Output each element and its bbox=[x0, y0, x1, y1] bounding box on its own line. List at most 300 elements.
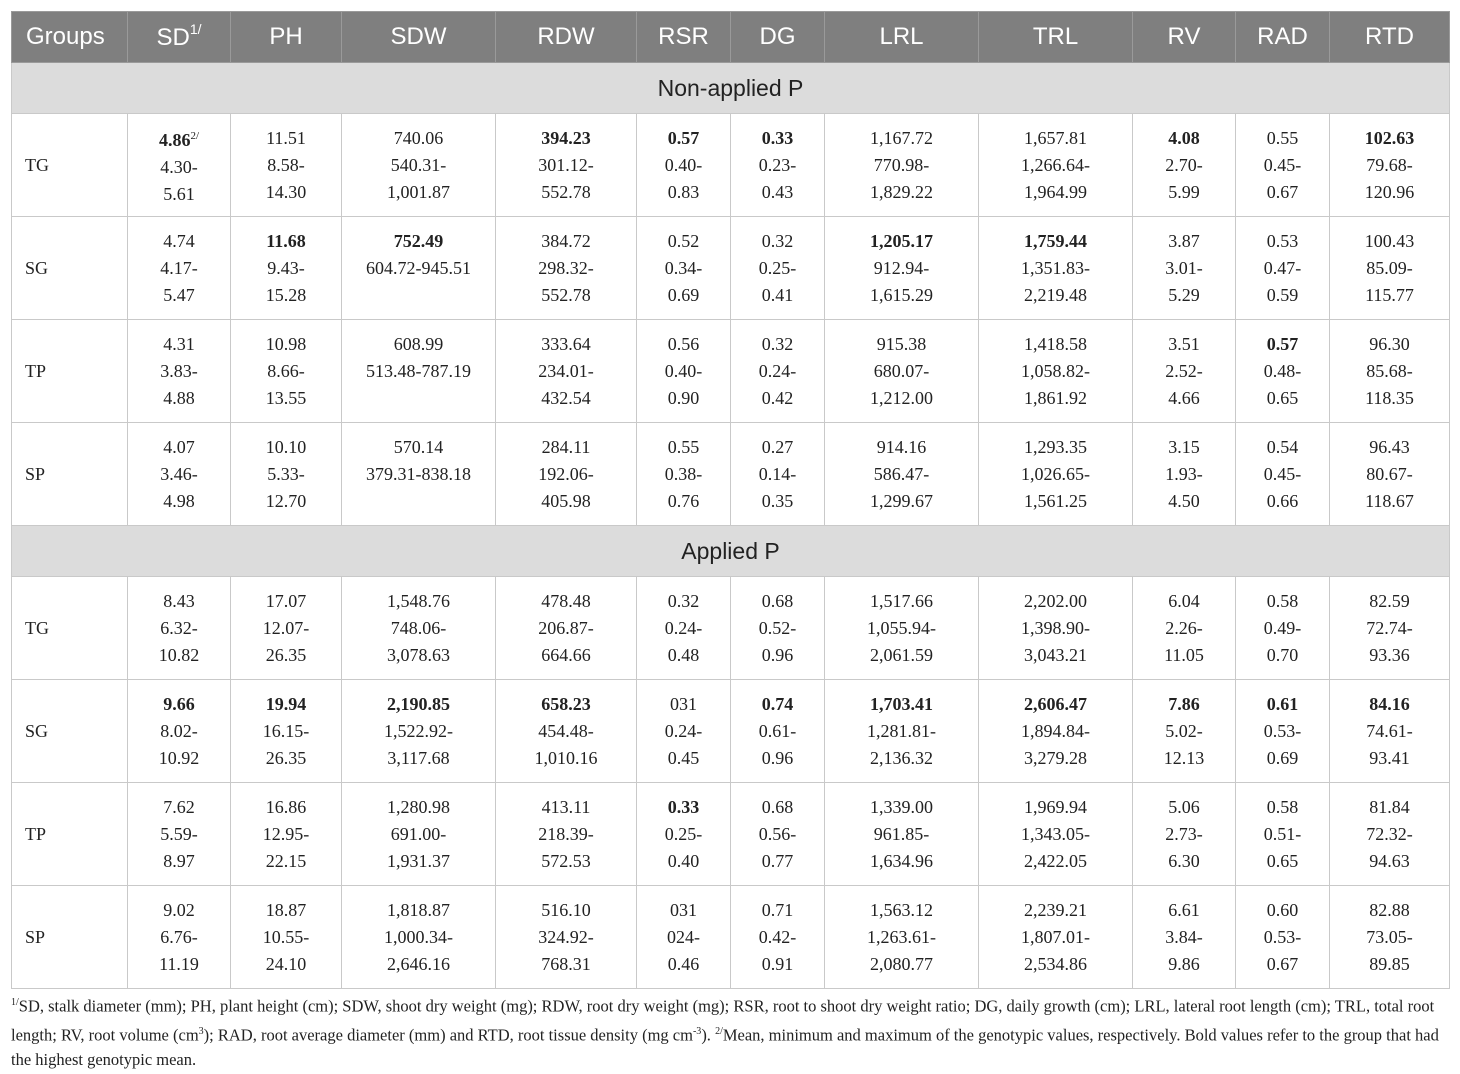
cell-mean: 740.06 bbox=[393, 127, 444, 148]
table-cell bbox=[231, 680, 342, 783]
cell-range: 0.42 bbox=[761, 387, 794, 408]
cell-range: 0.23- bbox=[758, 154, 797, 175]
table-row bbox=[12, 680, 1450, 783]
cell-range: 0.77 bbox=[761, 850, 794, 871]
cell-mean: 2,202.00 bbox=[1024, 590, 1087, 611]
table-cell bbox=[731, 886, 825, 989]
group-label: TP bbox=[12, 783, 128, 886]
cell-range: 664.66 bbox=[541, 644, 591, 665]
cell-range: 93.36 bbox=[1369, 644, 1410, 665]
cell-mean: 394.23 bbox=[541, 127, 591, 148]
table-cell bbox=[1236, 114, 1330, 217]
cell-range: 0.96 bbox=[761, 644, 794, 665]
group-label: SG bbox=[12, 217, 128, 320]
cell-mean: 333.64 bbox=[541, 333, 591, 354]
cell-range: 770.98- bbox=[873, 154, 930, 175]
cell-range: 0.46 bbox=[667, 953, 700, 974]
cell-range: 79.68- bbox=[1366, 154, 1413, 175]
cell-range: 0.25- bbox=[664, 823, 703, 844]
cell-range: 5.61 bbox=[163, 183, 195, 204]
cell-mean: 2,239.21 bbox=[1024, 899, 1087, 920]
cell-range: 234.01- bbox=[538, 360, 594, 381]
cell-mean: 17.07 bbox=[265, 590, 307, 611]
cell-mean: 81.84 bbox=[1369, 796, 1410, 817]
table-cell bbox=[496, 577, 637, 680]
cell-mean: 1,339.00 bbox=[870, 796, 933, 817]
cell-mean: 84.16 bbox=[1369, 693, 1410, 714]
cell-mean: 7.86 bbox=[1168, 693, 1200, 714]
cell-range: 3.83- bbox=[160, 360, 198, 381]
cell-mean: 1,167.72 bbox=[870, 127, 933, 148]
group-label: TG bbox=[12, 114, 128, 217]
cell-range: 26.35 bbox=[265, 747, 307, 768]
table-cell bbox=[979, 680, 1133, 783]
cell-mean: 915.38 bbox=[876, 333, 927, 354]
column-header-sdw: SDW bbox=[342, 12, 496, 63]
cell-range: 324.92- bbox=[538, 926, 594, 947]
cell-range: 0.40 bbox=[667, 850, 700, 871]
cell-mean: 658.23 bbox=[541, 693, 591, 714]
table-cell bbox=[1236, 217, 1330, 320]
cell-range: 0.48 bbox=[667, 644, 700, 665]
table-cell bbox=[496, 114, 637, 217]
table-cell bbox=[128, 577, 231, 680]
cell-range: 11.19 bbox=[159, 953, 199, 974]
table-cell bbox=[825, 217, 979, 320]
table-row bbox=[12, 423, 1450, 526]
cell-range bbox=[342, 282, 495, 309]
cell-range: 24.10 bbox=[265, 953, 307, 974]
table-cell bbox=[342, 886, 496, 989]
cell-mean: 0.56 bbox=[667, 333, 700, 354]
table-cell bbox=[1330, 886, 1450, 989]
table-cell bbox=[825, 320, 979, 423]
section-title: Applied P bbox=[12, 526, 1450, 577]
cell-mean: 413.11 bbox=[541, 796, 591, 817]
cell-range: 0.43 bbox=[761, 181, 794, 202]
cell-range: 74.61- bbox=[1366, 720, 1413, 741]
cell-range: 0.66 bbox=[1266, 490, 1299, 511]
cell-range: 0.76 bbox=[667, 490, 700, 511]
cell-range: 1,807.01- bbox=[1021, 926, 1090, 947]
table-cell bbox=[128, 423, 231, 526]
cell-range: 0.34- bbox=[664, 257, 703, 278]
cell-range: 3.46- bbox=[160, 463, 198, 484]
cell-range: 1,055.94- bbox=[867, 617, 936, 638]
cell-range: 6.76- bbox=[160, 926, 198, 947]
table-cell bbox=[637, 577, 731, 680]
table-cell bbox=[496, 423, 637, 526]
cell-range: 0.40- bbox=[664, 360, 703, 381]
cell-range: 0.24- bbox=[664, 617, 703, 638]
cell-mean: 0.60 bbox=[1266, 899, 1299, 920]
cell-mean: 1,548.76 bbox=[387, 590, 450, 611]
table-cell bbox=[637, 783, 731, 886]
table-cell bbox=[825, 114, 979, 217]
cell-range: 2,136.32 bbox=[870, 747, 933, 768]
cell-mean: 914.16 bbox=[876, 436, 927, 457]
cell-range: 1,026.65- bbox=[1021, 463, 1090, 484]
cell-range: 11.05 bbox=[1164, 644, 1204, 665]
cell-mean: 1,563.12 bbox=[870, 899, 933, 920]
cell-range: 301.12- bbox=[538, 154, 594, 175]
cell-mean: 3.87 bbox=[1168, 230, 1200, 251]
cell-range: 0.35 bbox=[761, 490, 794, 511]
table-cell bbox=[231, 783, 342, 886]
cell-range: 85.68- bbox=[1366, 360, 1413, 381]
cell-range: 9.86 bbox=[1168, 953, 1200, 974]
cell-mean: 0.58 bbox=[1266, 796, 1299, 817]
table-cell bbox=[342, 783, 496, 886]
cell-range: 2.26- bbox=[1165, 617, 1203, 638]
cell-mean: 1,205.17 bbox=[870, 230, 933, 251]
table-cell bbox=[231, 320, 342, 423]
cell-range: 12.70 bbox=[265, 490, 307, 511]
cell-range: 89.85 bbox=[1369, 953, 1410, 974]
cell-mean: 0.54 bbox=[1266, 436, 1299, 457]
cell-range: 72.74- bbox=[1366, 617, 1413, 638]
table-footnote: $^{1/}$SD, stalk diameter (mm); PH, plant height (cm); SDW, shoot dry weight (mg); RDW, root dry weight (mg); RSR, root to shoot dry weight ratio; DG, daily growth (cm); LRL, lateral root length (cm); TRL, total root length; RV, root volume $(cm^3)$; RAD, root average diameter (mm) and RTD, root tissue density (mg $cm^{-3}$). $^{2/}$Mean, minimum and maximum of the genotypic values, respectively. Bold values refer to the group that had the highest genotypic mean. bbox=[11, 996, 1439, 1069]
cell-range: 0.14- bbox=[758, 463, 797, 484]
cell-range: 118.35 bbox=[1365, 387, 1414, 408]
cell-range: 1,351.83- bbox=[1021, 257, 1090, 278]
cell-range: 680.07- bbox=[873, 360, 930, 381]
cell-mean: 9.66 bbox=[163, 693, 195, 714]
cell-range: 12.07- bbox=[262, 617, 310, 638]
table-cell bbox=[496, 886, 637, 989]
table-cell bbox=[825, 886, 979, 989]
cell-mean: 608.99 bbox=[393, 333, 444, 354]
table-cell bbox=[1133, 680, 1236, 783]
cell-range: 572.53 bbox=[541, 850, 591, 871]
cell-range: 432.54 bbox=[541, 387, 591, 408]
cell-mean: 0.52 bbox=[667, 230, 700, 251]
cell-range: 8.02- bbox=[160, 720, 198, 741]
group-label: SP bbox=[12, 423, 128, 526]
table-cell bbox=[979, 423, 1133, 526]
table-cell bbox=[128, 114, 231, 217]
cell-range: 1,263.61- bbox=[867, 926, 936, 947]
table-cell bbox=[128, 320, 231, 423]
cell-range bbox=[342, 488, 495, 515]
cell-range: 552.78 bbox=[541, 181, 591, 202]
column-header-dg: DG bbox=[731, 12, 825, 63]
cell-range: 2.70- bbox=[1165, 154, 1203, 175]
table-cell bbox=[496, 320, 637, 423]
cell-range: 5.47 bbox=[163, 284, 195, 305]
cell-range: 0.48- bbox=[1263, 360, 1302, 381]
cell-range: 8.58- bbox=[267, 154, 305, 175]
cell-range: 0.65 bbox=[1266, 850, 1299, 871]
cell-range: 0.69 bbox=[667, 284, 700, 305]
cell-range: 0.69 bbox=[1266, 747, 1299, 768]
cell-range: 4.30- bbox=[160, 156, 198, 177]
cell-range: 5.99 bbox=[1168, 181, 1200, 202]
table-cell bbox=[128, 886, 231, 989]
cell-range: 0.42- bbox=[758, 926, 797, 947]
table-cell bbox=[825, 577, 979, 680]
table-cell bbox=[128, 783, 231, 886]
cell-range: 1,343.05- bbox=[1021, 823, 1090, 844]
cell-range: 10.55- bbox=[262, 926, 310, 947]
table-row bbox=[12, 886, 1450, 989]
cell-range: 586.47- bbox=[873, 463, 930, 484]
cell-range: 1,000.34- bbox=[384, 926, 453, 947]
table-row bbox=[12, 320, 1450, 423]
table-row bbox=[12, 114, 1450, 217]
table-cell bbox=[231, 114, 342, 217]
table-cell bbox=[637, 217, 731, 320]
cell-range: 14.30 bbox=[265, 181, 307, 202]
cell-range: 0.49- bbox=[1263, 617, 1302, 638]
cell-range: 0.40- bbox=[664, 154, 703, 175]
cell-mean: 0.61 bbox=[1266, 693, 1299, 714]
table-row bbox=[12, 217, 1450, 320]
table-cell bbox=[637, 423, 731, 526]
table-cell bbox=[1330, 114, 1450, 217]
cell-mean: 82.59 bbox=[1369, 590, 1410, 611]
cell-mean: 0.68 bbox=[761, 796, 794, 817]
column-header-ph: PH bbox=[231, 12, 342, 63]
cell-range: 0.56- bbox=[758, 823, 797, 844]
table-cell bbox=[979, 783, 1133, 886]
cell-range: 1,634.96 bbox=[870, 850, 933, 871]
cell-range: 0.70 bbox=[1266, 644, 1299, 665]
cell-mean: 4.86$^{2/}$ bbox=[158, 129, 200, 150]
cell-mean: 1,969.94 bbox=[1024, 796, 1087, 817]
cell-mean: 0.53 bbox=[1266, 230, 1299, 251]
table-header-row bbox=[12, 12, 1450, 63]
table-cell bbox=[496, 680, 637, 783]
cell-range: 0.24- bbox=[664, 720, 703, 741]
cell-range: 961.85- bbox=[873, 823, 930, 844]
section-header-row bbox=[12, 526, 1450, 577]
cell-range: 1,561.25 bbox=[1024, 490, 1087, 511]
table-cell bbox=[1330, 217, 1450, 320]
cell-mean: 18.87 bbox=[265, 899, 307, 920]
cell-range: 1,212.00 bbox=[870, 387, 933, 408]
cell-range: 4.50 bbox=[1168, 490, 1200, 511]
table-cell bbox=[731, 114, 825, 217]
table-cell bbox=[1330, 577, 1450, 680]
cell-range: 298.32- bbox=[538, 257, 594, 278]
table-cell bbox=[342, 114, 496, 217]
cell-mean: 0.33 bbox=[761, 127, 794, 148]
table-cell bbox=[979, 114, 1133, 217]
table-cell bbox=[979, 577, 1133, 680]
cell-range: 1,861.92 bbox=[1024, 387, 1087, 408]
group-label: TG bbox=[12, 577, 128, 680]
cell-range: 206.87- bbox=[538, 617, 594, 638]
cell-mean: 4.07 bbox=[163, 436, 195, 457]
table-cell bbox=[637, 886, 731, 989]
cell-range: 1.93- bbox=[1165, 463, 1203, 484]
cell-range: 218.39- bbox=[538, 823, 594, 844]
cell-mean: 2,190.85 bbox=[387, 693, 450, 714]
cell-mean: 284.11 bbox=[541, 436, 591, 457]
cell-range: 1,964.99 bbox=[1024, 181, 1087, 202]
cell-range: 0.47- bbox=[1263, 257, 1302, 278]
cell-range: 10.92 bbox=[158, 747, 200, 768]
table-cell bbox=[342, 217, 496, 320]
table-cell bbox=[1133, 320, 1236, 423]
column-header-lrl: LRL bbox=[825, 12, 979, 63]
cell-mean: 96.43 bbox=[1369, 436, 1410, 457]
cell-range: 2,219.48 bbox=[1024, 284, 1087, 305]
table-cell bbox=[128, 217, 231, 320]
cell-mean: 2,606.47 bbox=[1024, 693, 1087, 714]
table-cell bbox=[1133, 114, 1236, 217]
cell-mean: 0.55 bbox=[1266, 127, 1299, 148]
cell-mean: 1,657.81 bbox=[1024, 127, 1087, 148]
cell-range: 4.88 bbox=[163, 387, 195, 408]
table-cell bbox=[1236, 577, 1330, 680]
cell-range: 0.51- bbox=[1263, 823, 1302, 844]
group-label: TP bbox=[12, 320, 128, 423]
cell-range: 120.96 bbox=[1364, 181, 1415, 202]
cell-range: 1,829.22 bbox=[870, 181, 933, 202]
group-label: SP bbox=[12, 886, 128, 989]
cell-range: 552.78 bbox=[541, 284, 591, 305]
cell-range: 1,058.82- bbox=[1021, 360, 1090, 381]
column-header-trl: TRL bbox=[979, 12, 1133, 63]
cell-range: 1,894.84- bbox=[1021, 720, 1090, 741]
cell-range: 0.67 bbox=[1266, 181, 1299, 202]
cell-mean: 752.49 bbox=[393, 230, 444, 251]
table-cell bbox=[637, 114, 731, 217]
cell-range: 4.17- bbox=[160, 257, 198, 278]
cell-range: 5.33- bbox=[267, 463, 305, 484]
cell-mean: 0.32 bbox=[667, 590, 700, 611]
table-cell bbox=[342, 577, 496, 680]
cell-range: 80.67- bbox=[1366, 463, 1413, 484]
cell-mean: 3.51 bbox=[1168, 333, 1200, 354]
column-header-groups: Groups bbox=[12, 12, 128, 63]
cell-range: 513.48-787.19 bbox=[366, 360, 471, 381]
cell-mean: 1,280.98 bbox=[387, 796, 450, 817]
table-cell bbox=[637, 320, 731, 423]
table-cell bbox=[1236, 680, 1330, 783]
table-cell bbox=[231, 886, 342, 989]
table-cell bbox=[1330, 680, 1450, 783]
table-cell bbox=[1236, 320, 1330, 423]
cell-range: 0.59 bbox=[1266, 284, 1299, 305]
cell-range: 0.53- bbox=[1263, 720, 1302, 741]
cell-range: 192.06- bbox=[538, 463, 594, 484]
cell-range: 16.15- bbox=[262, 720, 310, 741]
cell-range: 3,043.21 bbox=[1024, 644, 1087, 665]
cell-mean: 6.61 bbox=[1168, 899, 1200, 920]
cell-mean: 7.62 bbox=[163, 796, 195, 817]
column-header-rtd: RTD bbox=[1330, 12, 1450, 63]
table-cell bbox=[1236, 783, 1330, 886]
cell-range: 1,522.92- bbox=[384, 720, 453, 741]
cell-range: 85.09- bbox=[1366, 257, 1413, 278]
table-cell bbox=[342, 320, 496, 423]
cell-mean: 0.68 bbox=[761, 590, 794, 611]
cell-mean: 1,703.41 bbox=[870, 693, 933, 714]
cell-mean: 1,293.35 bbox=[1024, 436, 1087, 457]
table-row bbox=[12, 783, 1450, 886]
cell-mean: 102.63 bbox=[1364, 127, 1415, 148]
cell-mean: 1,818.87 bbox=[387, 899, 450, 920]
table-cell bbox=[825, 680, 979, 783]
table-cell bbox=[1133, 886, 1236, 989]
cell-mean: 19.94 bbox=[265, 693, 307, 714]
cell-range: 3,117.68 bbox=[387, 747, 450, 768]
section-header-row bbox=[12, 63, 1450, 114]
cell-mean: 0.58 bbox=[1266, 590, 1299, 611]
cell-mean: 384.72 bbox=[541, 230, 591, 251]
cell-range: 5.02- bbox=[1165, 720, 1203, 741]
cell-range: 5.29 bbox=[1168, 284, 1200, 305]
column-header-rad: RAD bbox=[1236, 12, 1330, 63]
cell-range: 1,010.16 bbox=[534, 747, 598, 768]
cell-range: 2,061.59 bbox=[870, 644, 933, 665]
cell-range: 454.48- bbox=[538, 720, 594, 741]
table-cell bbox=[731, 680, 825, 783]
column-header-rv: RV bbox=[1133, 12, 1236, 63]
cell-mean: 0.32 bbox=[761, 333, 794, 354]
cell-range: 15.28 bbox=[265, 284, 307, 305]
cell-range: 1,299.67 bbox=[870, 490, 933, 511]
table-cell bbox=[731, 217, 825, 320]
cell-range: 73.05- bbox=[1366, 926, 1413, 947]
cell-mean: 516.10 bbox=[541, 899, 591, 920]
table-cell bbox=[1330, 320, 1450, 423]
cell-range: 0.24- bbox=[758, 360, 797, 381]
cell-mean: 031 bbox=[670, 899, 697, 920]
table-cell bbox=[1330, 783, 1450, 886]
cell-range: 72.32- bbox=[1366, 823, 1413, 844]
cell-range: 13.55 bbox=[265, 387, 307, 408]
table-cell bbox=[979, 886, 1133, 989]
cell-range: 0.91 bbox=[761, 953, 794, 974]
cell-range: 0.41 bbox=[761, 284, 794, 305]
table-cell bbox=[731, 783, 825, 886]
cell-range: 10.82 bbox=[158, 644, 200, 665]
cell-range: 115.77 bbox=[1365, 284, 1414, 305]
cell-range: 0.45- bbox=[1263, 154, 1302, 175]
cell-range: 26.35 bbox=[265, 644, 307, 665]
table-cell bbox=[825, 783, 979, 886]
cell-range: 118.67 bbox=[1365, 490, 1414, 511]
table-cell bbox=[496, 217, 637, 320]
cell-range: 2,534.86 bbox=[1024, 953, 1087, 974]
cell-mean: 16.86 bbox=[265, 796, 307, 817]
cell-range: 1,615.29 bbox=[870, 284, 933, 305]
table-cell bbox=[825, 423, 979, 526]
table-cell bbox=[231, 217, 342, 320]
cell-range: 0.45- bbox=[1263, 463, 1302, 484]
cell-range: 0.25- bbox=[758, 257, 797, 278]
cell-mean: 8.43 bbox=[163, 590, 195, 611]
cell-mean: 0.71 bbox=[761, 899, 794, 920]
cell-mean: 0.32 bbox=[761, 230, 794, 251]
cell-range: 1,398.90- bbox=[1021, 617, 1090, 638]
cell-mean: 5.06 bbox=[1168, 796, 1200, 817]
cell-mean: 0.55 bbox=[667, 436, 700, 457]
cell-mean: 82.88 bbox=[1369, 899, 1410, 920]
cell-range: 4.98 bbox=[163, 490, 195, 511]
cell-range: 6.32- bbox=[160, 617, 198, 638]
cell-mean: 570.14 bbox=[393, 436, 444, 457]
cell-range: 691.00- bbox=[390, 823, 447, 844]
cell-range: 0.67 bbox=[1266, 953, 1299, 974]
cell-range: 748.06- bbox=[390, 617, 447, 638]
cell-mean: 4.74 bbox=[163, 230, 195, 251]
cell-range: 4.66 bbox=[1168, 387, 1200, 408]
